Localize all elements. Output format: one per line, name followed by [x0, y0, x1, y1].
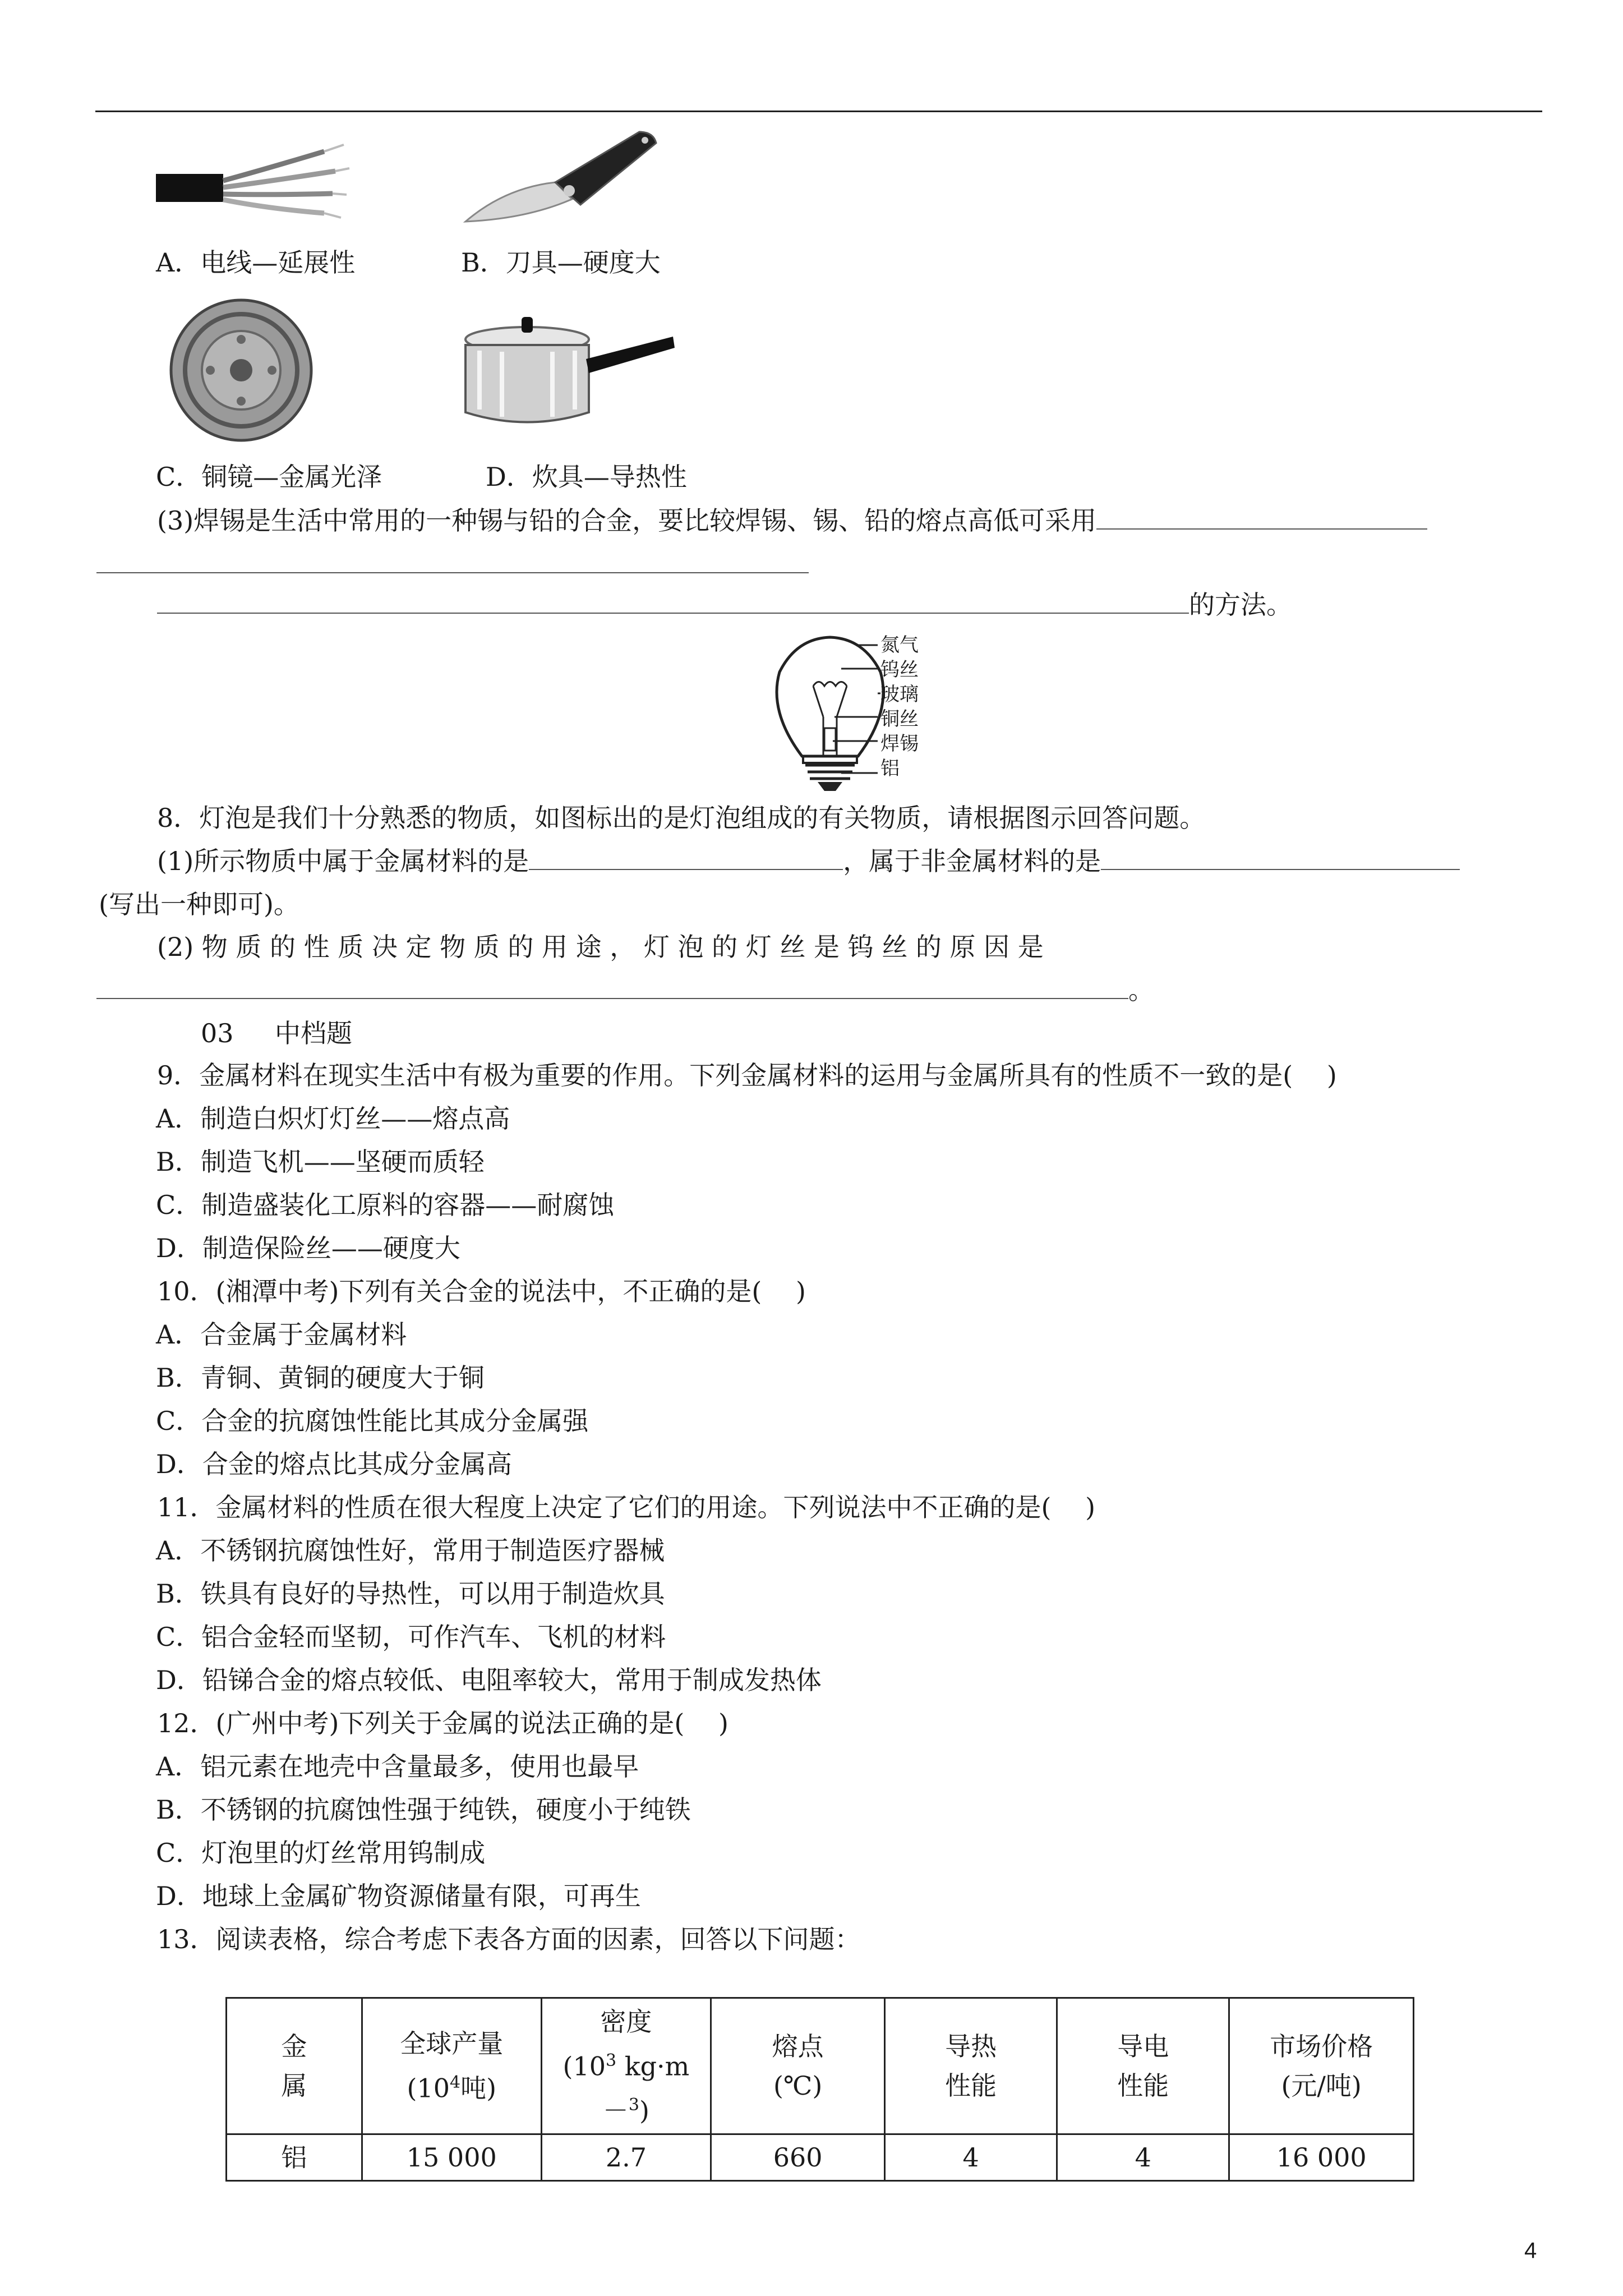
bulb-labels — [880, 633, 919, 781]
header-elec: 导电 性能 — [1057, 1998, 1229, 2134]
q10-option-c: C．合金的抗腐蚀性能比其成分金属强 — [156, 1406, 589, 1436]
electric-wire-image — [156, 129, 352, 230]
q11-option-c: C．铝合金轻而坚韧，可作汽车、飞机的材料 — [156, 1622, 666, 1652]
folding-knife-image — [460, 121, 662, 233]
q9-stem: 9．金属材料在现实生活中有极为重要的作用。下列金属材料的运用与金属所具有的性质不一致的是( ) — [157, 1060, 1337, 1091]
light-bulb-diagram — [768, 633, 959, 795]
option-b-label: B．刀具—硬度大 — [461, 247, 661, 278]
bulb-label-solder: 焊锡 — [880, 733, 919, 755]
part3-blank-1[interactable] — [1096, 504, 1427, 530]
q12-option-b: B．不锈钢的抗腐蚀性强于纯铁，硬度小于纯铁 — [156, 1795, 691, 1825]
q10-option-a: A．合金属于金属材料 — [156, 1319, 407, 1350]
page-number: 4 — [1524, 2238, 1537, 2263]
bulb-label-tungsten: 钨丝 — [880, 659, 919, 681]
q10-stem: 10．(湘潭中考)下列有关合金的说法中，不正确的是( ) — [157, 1276, 806, 1306]
q12-option-a: A．铝元素在地壳中含量最多，使用也最早 — [156, 1751, 639, 1782]
part3-line3: 的方法。 — [157, 588, 1292, 622]
part3-text: (3)焊锡是生活中常用的一种锡与铅的合金，要比较焊锡、锡、铅的熔点高低可采用 — [157, 504, 1427, 537]
q8-blank-nonmetal[interactable] — [1101, 844, 1460, 870]
header-density: 密度 ($10^3$ kg·m －$^3$) — [541, 1998, 711, 2134]
q9-option-a: A．制造白炽灯灯丝——熔点高 — [156, 1103, 510, 1134]
option-c-label: C．铜镜—金属光泽 — [156, 462, 382, 492]
q13-stem: 13．阅读表格，综合考虑下表各方面的因素，回答以下问题： — [157, 1924, 861, 1954]
q11-option-b: B．铁具有良好的导热性，可以用于制造炊具 — [156, 1579, 665, 1609]
bulb-label-copper: 铜丝 — [880, 708, 919, 730]
bulb-label-nitrogen: 氮气 — [880, 634, 919, 656]
q10-option-b: B．青铜、黄铜的硬度大于铜 — [156, 1363, 485, 1393]
option-d-label: D．炊具—导热性 — [486, 462, 687, 492]
cell-heat: 4 — [885, 2134, 1057, 2181]
table-header-row — [227, 1998, 1414, 2134]
header-melting: 熔点 (℃) — [711, 1998, 885, 2134]
metal-properties-table — [225, 1997, 1414, 2182]
q12-option-d: D．地球上金属矿物资源储量有限，可再生 — [156, 1881, 641, 1911]
q11-stem: 11．金属材料的性质在很大程度上决定了它们的用途。下列说法中不正确的是( ) — [157, 1492, 1096, 1522]
q8-part2: (2) 物 质 的 性 质 决 定 物 质 的 用 途 ， 灯 泡 的 灯 丝 是 钨 丝 的 原 因 是 — [157, 932, 1044, 962]
q11-option-d: D．铅锑合金的熔点较低、电阻率较大，常用于制成发热体 — [156, 1665, 822, 1695]
option-a-label: A．电线—延展性 — [156, 247, 356, 278]
cell-density: 2.7 — [541, 2134, 711, 2181]
q8-blank-metal[interactable] — [529, 844, 843, 870]
header-output: 全球产量 ($10^4$吨) — [362, 1998, 541, 2134]
q9-option-c: C．制造盛装化工原料的容器——耐腐蚀 — [156, 1190, 615, 1220]
q8-part1: (1)所示物质中属于金属材料的是 ，属于非金属材料的是 — [157, 844, 1460, 878]
q8-part1-cont: (写出一种即可)。 — [99, 889, 299, 919]
cell-price: 16 000 — [1229, 2134, 1414, 2181]
bulb-label-glass: 玻璃 — [880, 683, 919, 706]
cell-metal: 铝 — [227, 2134, 362, 2181]
q12-option-c: C．灯泡里的灯丝常用钨制成 — [156, 1838, 486, 1868]
bronze-mirror-image — [168, 297, 314, 443]
cell-output: 15 000 — [362, 2134, 541, 2181]
bulb-label-aluminum: 铝 — [880, 757, 900, 780]
q9-option-b: B．制造飞机——坚硬而质轻 — [156, 1147, 485, 1177]
q10-option-d: D．合金的熔点比其成分金属高 — [156, 1449, 512, 1479]
q8-part2-line: 。 — [96, 973, 1154, 1007]
q9-option-d: D．制造保险丝——硬度大 — [156, 1233, 460, 1263]
q11-option-a: A．不锈钢抗腐蚀性好，常用于制造医疗器械 — [156, 1535, 665, 1566]
header-rule — [95, 111, 1542, 112]
section-title: 中档题 — [275, 1018, 352, 1048]
cell-melting: 660 — [711, 2134, 885, 2181]
table-row — [227, 2134, 1414, 2181]
q8-stem: 8．灯泡是我们十分熟悉的物质，如图标出的是灯泡组成的有关物质，请根据图示回答问题。 — [157, 803, 1206, 833]
part3-blank-2[interactable] — [96, 572, 809, 573]
section-number: 03 — [201, 1018, 234, 1048]
q12-stem: 12．(广州中考)下列关于金属的说法正确的是( ) — [157, 1708, 728, 1738]
header-price: 市场价格 (元/吨) — [1229, 1998, 1414, 2134]
cell-elec: 4 — [1057, 2134, 1229, 2181]
q8-blank-reason[interactable] — [96, 973, 1128, 999]
saucepan-image — [457, 311, 676, 435]
header-heat: 导热 性能 — [885, 1998, 1057, 2134]
header-metal: 金 属 — [227, 1998, 362, 2134]
part3-blank-3[interactable] — [157, 588, 1189, 614]
